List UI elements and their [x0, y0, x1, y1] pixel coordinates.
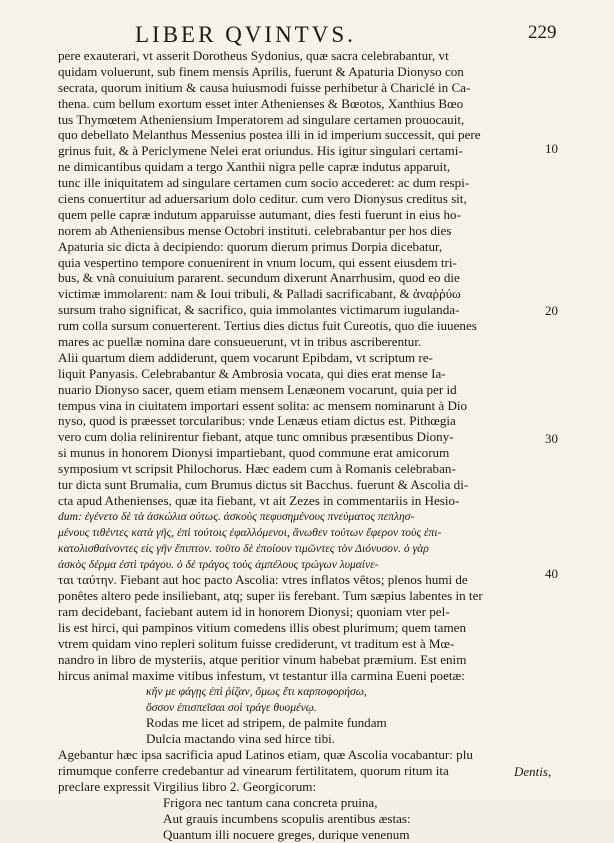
text-line: tunc ille iniquitatem ad singulare certamen cum socio accederet: ac dum respi- — [58, 175, 470, 191]
text-line: vtrem quidam vino repleri solitum fuisse crediderunt, vt traditum est à Mœ- — [58, 635, 455, 651]
text-line: cta apud Athenienses, quæ ita fiebant, vt ait Zezes in commentariis in Hesio- — [58, 492, 460, 508]
text-line: hircus animal maxime vitibus infestum, vt testantur illa carmina Eueni poetæ: — [58, 667, 465, 683]
text-line: nuario Dionyso sacer, quem etiam mensem Lenæonem vocarunt, quia per id — [58, 381, 457, 397]
text-line: ne dimicantibus quidam a tergo Xanthii nigra pelle capræ indutus apparuit, — [58, 159, 451, 175]
catchword: Dentis, — [514, 764, 552, 779]
text-line: pere exauterari, vt asserit Dorotheus Sydonius, quæ sacra celebrabantur, vt — [58, 48, 449, 63]
text-line: quia vespertino tempore conuenirent in vnum locum, qui essent eiusdem tri- — [58, 254, 457, 270]
text-line: tur dicta sunt Brumalia, cum Brumus dictus sit Bacchus. fuerunt & Ascolia di- — [58, 477, 469, 493]
text-line: norem ab Atheniensibus mense Octobri instituti. celebrabantur per hos dies — [58, 222, 452, 238]
greek-line: μένους τιθέντες κατὰ γῆς, ἐπὶ τούτοις ἐφαλλόμενοι, ἄνωθεν τούτων ἔφερον τοὺς ἐπι- — [58, 525, 442, 539]
text-line: tus Thymœtem Atheniensium Imperatorem ad singulare certamen prouocauit, — [58, 111, 465, 127]
text-line: rum colla sursum conuerterent. Tertius dies dictus fuit Cureotis, quo die iuuenes — [58, 318, 477, 334]
text-line: rimumque conferre credebantur ad vinearum fertilitatem, quorum ritum ita — [58, 763, 449, 779]
latin-verse-line: Quantum illi nocuere greges, durique venenum — [163, 826, 410, 842]
latin-verse-line: Aut grauis incumbens scopulis arentibus æstas: — [163, 810, 411, 826]
text-line: ram decidebant, faciebant autem id in honorem Dionysi; quoniam vter pel- — [58, 604, 450, 620]
body-text — [58, 48, 534, 843]
text-line: bus, & vnà conuiuium pararent. secundum dixerunt Anarrhusim, quod eo die — [58, 270, 460, 286]
text-line: liquit Panyasis. Celebrabantur & Ambrosia vocata, qui dies erat mense Ia- — [58, 365, 446, 381]
text-line: nyso, quod is præesset torcularibus: vnde Lenæus etiam dictus est. Pithœgia — [58, 413, 456, 429]
greek-verse-line: κἤν με φάγῃς ἐπὶ ῥίζαν, ὅμως ἔτι καρποφορήσω, — [146, 684, 367, 698]
text-line: ponêtes altero pede insiliebant, atq; super iis ferebant. Tum sæpius labentes in ter — [58, 588, 483, 604]
latin-verse-line: Frigora nec tantum cana concreta pruina, — [163, 794, 378, 810]
text-line: Agebantur hæc ipsa sacrificia apud Latinos etiam, quæ Ascolia vocabantur: plu — [58, 747, 473, 763]
text-line: Apaturia sic dicta à decipiendo: quorum dierum primus Dorpia dicebatur, — [58, 238, 443, 254]
margin-line-number: 30 — [545, 431, 558, 446]
margin-line-number: 40 — [545, 566, 558, 581]
text-line: thena. cum bellum exortum esset inter Athenienses & Bœotos, Xanthius Bœo — [58, 95, 464, 111]
page-number: 229 — [528, 22, 557, 43]
margin-line-number: 10 — [545, 141, 558, 156]
text-line: ται ταύτην. Fiebant aut hoc pacto Ascolia: vtres inflatos vêtos; plenos humi de — [58, 572, 468, 588]
text-line: lis est hirci, qui pampinos vitium comedens illis obest plurimum; quem tamen — [58, 620, 467, 636]
running-head: LIBER QVINTVS. — [135, 22, 356, 47]
margin-line-number: 20 — [545, 303, 558, 318]
latin-verse-line: Dulcia mactando vina sed hirce tibi. — [146, 731, 336, 747]
text-line: si munus in honorem Dionysi impartiebant, quod commune erat amicorum — [58, 445, 450, 461]
text-line: Alii quartum diem addiderunt, quem vocarunt Epibdam, vt scriptum re- — [58, 349, 433, 365]
greek-line: ἀσκὸς δέρμα ἐστὶ τράγου. ὁ δὲ τράγος τοὺς ἀμπέλους τρώγων λυμαίνε- — [58, 557, 379, 571]
text-line: preclare expressit Virgilius libro 2. Georgicorum: — [58, 778, 317, 794]
greek-verse-line: ὅσσον ἐπισπεῖσαι σοὶ τράγε θυομένῳ. — [146, 700, 317, 714]
text-line: sursum traho significat, & sacrifico, quia immolantes victimarum iugulanda- — [58, 302, 460, 318]
greek-line: dum: ἐγένετο δὲ τὰ ἀσκώλια ούτως. ἀσκοὺς πεφυσημένους πνεύματος πεπλησ- — [58, 509, 415, 523]
text-line: symposium vt scripsit Philochorus. Hæc eadem cum à Romanis celebraban- — [58, 461, 456, 477]
text-line: secrata, quorum initium & causa huiusmodi fuisse perhibetur à Chariclé in Ca- — [58, 79, 471, 95]
text-line: victimæ immolarent: nam & Ioui tribuli, & Palladi sacrificabant, & ἀναῤῥύω — [58, 286, 461, 302]
text-line: tempus vina in ciuitatem importari essent solita: ac mensem nominarunt à Dio — [58, 397, 468, 413]
latin-verse-line: Rodas me licet ad stripem, de palmite fundam — [146, 715, 387, 731]
text-line: quem pelle capræ indutum apparuisse autumant, dies festi fuerunt in eius ho- — [58, 206, 461, 222]
text-line: mares ac puellæ nomina dare consueuerunt, vt in tribus ascriberentur. — [58, 334, 422, 350]
greek-line: κατολισθαίνοντες εἰς γῆν ἔπιπτον. τοῦτο δὲ ἐποίουν τιμῶντες τὸν Διόνυσον. ὁ γὰρ — [58, 541, 429, 555]
text-line: vero cum dolia relinirentur fiebant, atque tunc omnibus præsentibus Diony- — [58, 429, 454, 445]
text-line: quidam voluerunt, sub finem mensis Aprilis, fuerunt & Apaturia Dionyso con — [58, 63, 464, 79]
text-line: quo debellato Melanthus Messenius postea illi in id imperium successit, qui pere — [58, 127, 481, 143]
text-line: grinus fuit, & à Periclymene Nelei erat oriundus. His igitur singulari certami- — [58, 143, 463, 159]
text-line: nandro in libro de mysteriis, atque peritior vinum habebat præmium. Est enim — [58, 651, 467, 667]
text-line: ciens conuertitur ad aduersarium dolo ceditur. cum vero Dionysus creditus sit, — [58, 191, 467, 207]
